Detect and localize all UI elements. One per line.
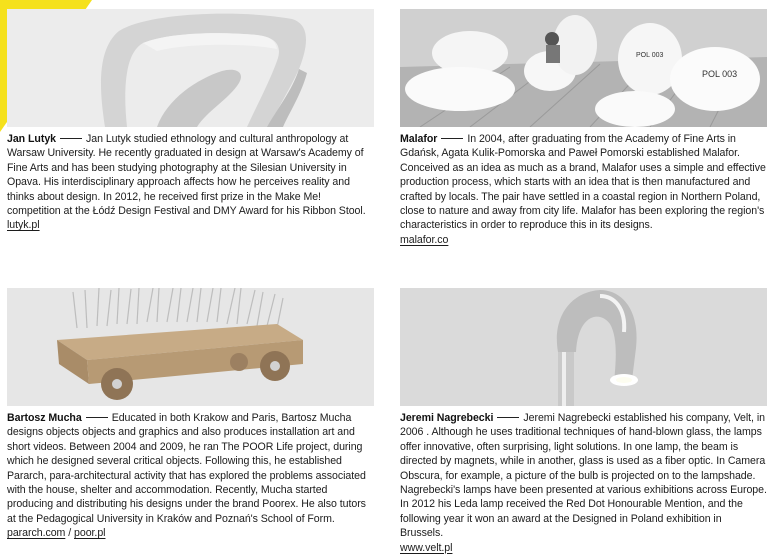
designer-name: Jan Lutyk xyxy=(7,133,57,145)
website-link[interactable]: www.velt.pl xyxy=(400,541,453,554)
designer-bio xyxy=(7,132,374,233)
ribbon-stool-photo xyxy=(7,9,374,127)
brush-car-photo xyxy=(7,288,374,406)
designer-name: Bartosz Mucha xyxy=(7,412,82,424)
dash-separator xyxy=(441,138,463,139)
cushion-label: POL 003 xyxy=(636,52,664,59)
website-link[interactable]: malafor.co xyxy=(400,233,449,246)
designer-description: In 2004, after graduating from the Academy of Fine Arts in Gdańsk, Agata Kulik-Pomorska and Paweł Pomorski established Malafor. Conceived as an idea as much as a brand, Malafor uses a simple and effective production process, which starts with an idea that is then manufactured and crafted by locals. The pair have settled in a coastal region in Northern Poland, close to nature and away from city life. Malafor has been exploring the region's characteristics in order to reproduce this in its designs. xyxy=(400,133,766,232)
website-link[interactable]: pararch.com xyxy=(7,527,66,540)
designer-bio xyxy=(400,411,767,555)
designer-bio xyxy=(400,132,767,247)
designer-name: Jeremi Nagrebecki xyxy=(400,412,494,424)
designer-name: Malafor xyxy=(400,133,438,145)
cushion-label: POL 003 xyxy=(702,69,738,79)
website-link[interactable]: poor.pl xyxy=(74,527,106,540)
leda-lamp-photo xyxy=(400,288,767,406)
website-link[interactable]: lutyk.pl xyxy=(7,219,40,232)
designer-description: Jan Lutyk studied ethnology and cultural anthropology at Warsaw University. He recently graduated in design at Warsaw's Academy of Fine Arts and has been studying photography at the Silesian University in Opava. His interdisciplinary approach affects how he perceives reality and thinks about design. In 2012, he received first prize in the Make Me! competition at the Łódź Design Festival and DMY Award for his Ribbon Stool. xyxy=(7,133,366,218)
link-separator: / xyxy=(65,527,75,540)
designer-card-bartosz-mucha xyxy=(7,288,374,541)
designer-card-jan-lutyk xyxy=(7,9,374,233)
designer-card-jeremi-nagrebecki xyxy=(400,288,767,555)
dash-separator xyxy=(497,417,519,418)
dash-separator xyxy=(60,138,82,139)
designer-description: Educated in both Krakow and Paris, Bartosz Mucha designs objects objects and graphics and also produces installation art and short videos. Between 2004 and 2009, he ran The POOR Life project, during which he designed several critical objects. Following this, he established Pararch, para-architectural activity that has explored the problems associated with the house, shelter and accommodation. Recently, Mucha started producing and distributing his designs under the brand Poorex. He also tutors at the Pedagogical University in Kraków and Poznań's School of Form. xyxy=(7,412,366,525)
designer-card-malafor xyxy=(400,9,767,247)
air-cushion-furniture-photo xyxy=(400,9,767,127)
dash-separator xyxy=(86,417,108,418)
designer-description: Jeremi Nagrebecki established his company, Velt, in 2006 . Although he uses traditional techniques of hand-blown glass, the lamps offer innovative, often surprising, light solutions. In one lamp, the beam is directed by magnets, while in another, glass is used as a fiber optic. In Camera Obscura, for example, a picture of the bulb is projected on to the lampshade. Nagrebecki's lamps have been presented at various exhibitions across Europe. In 2012 his Leda lamp received the Red Dot Honourable Mention, and the following year it won an award at the Designed in Poland exhibition in Brussels. xyxy=(400,412,767,540)
designer-bio xyxy=(7,411,374,541)
